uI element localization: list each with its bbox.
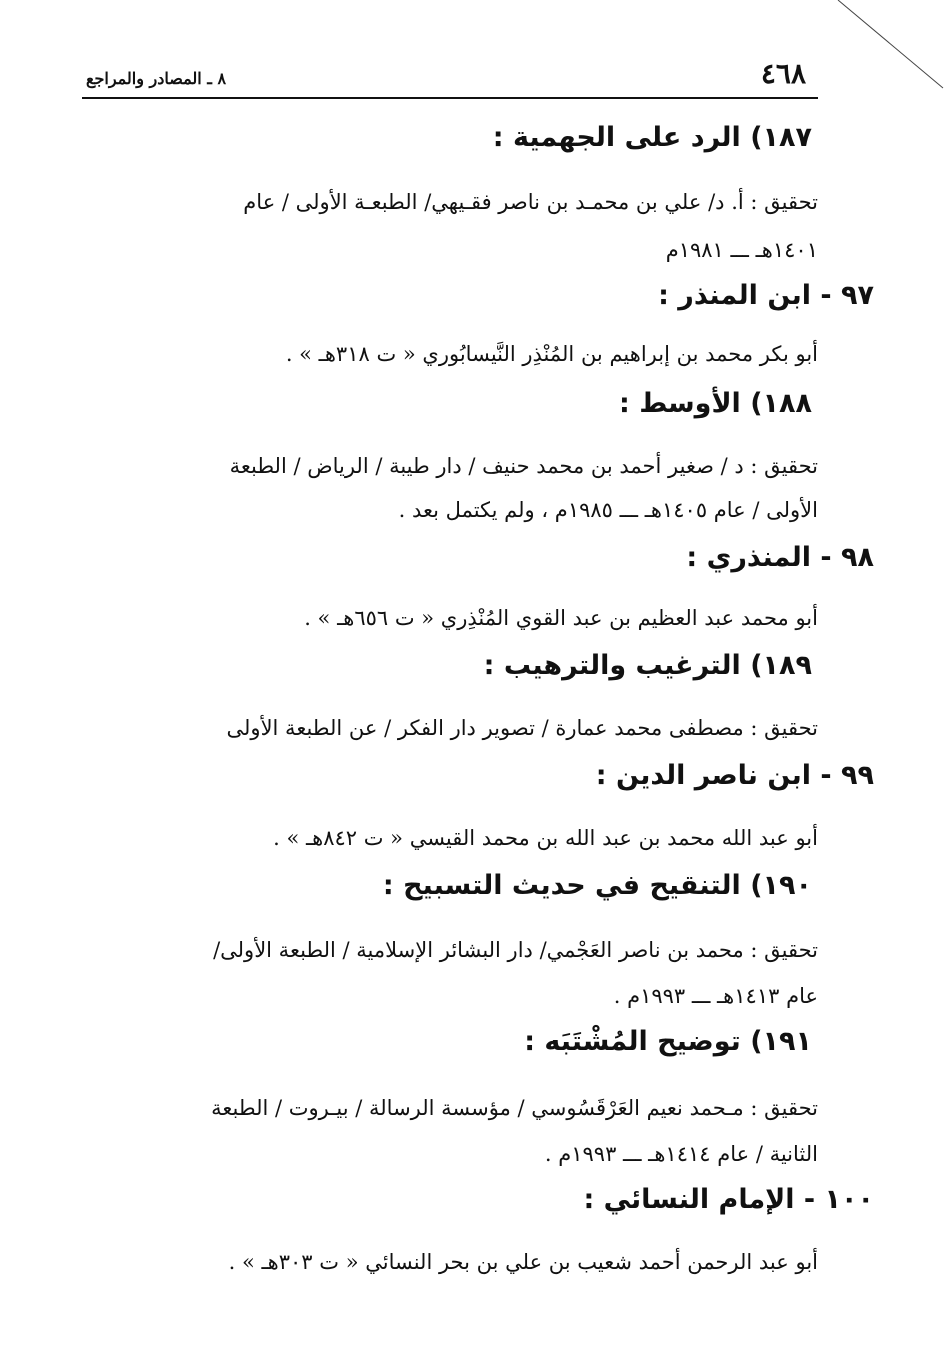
page-number: ٤٦٨: [760, 57, 806, 90]
author-heading-97: ٩٧ - ابن المنذر :: [658, 280, 874, 311]
entry-line: أبو محمد عبد العظيم بن عبد القوي المُنْذِري « ت ٦٥٦هـ » .: [304, 606, 818, 630]
entry-line: تحقيق : د / صغير أحمد بن محمد حنيف / دار طيبة / الرياض / الطبعة: [229, 454, 818, 478]
scan-corner-line: [828, 0, 948, 90]
entry-line: عام ١٤١٣هـ ـــ ١٩٩٣م .: [613, 984, 818, 1008]
entry-line: تحقيق : مـحمد نعيم العَرْقَسُوسي / مؤسسة الرسالة / بيـروت / الطبعة: [211, 1096, 818, 1120]
author-heading-99: ٩٩ - ابن ناصر الدين :: [595, 760, 874, 791]
book-heading-189: ١٨٩) الترغيب والترهيب :: [483, 650, 812, 681]
entry-line: أبو عبد الله محمد بن عبد الله بن محمد القيسي « ت ٨٤٢هـ » .: [273, 826, 818, 850]
page-header: [82, 55, 818, 99]
book-heading-191: ١٩١) توضيح المُشْتَبَه :: [524, 1026, 812, 1057]
author-heading-100: ١٠٠ - الإمام النسائي :: [583, 1184, 874, 1215]
entry-line: تحقيق : مصطفى محمد عمارة / تصوير دار الفكر / عن الطبعة الأولى: [226, 716, 818, 740]
book-heading-190: ١٩٠) التنقيح في حديث التسبيح :: [382, 870, 812, 901]
entry-line: أبو عبد الرحمن أحمد شعيب بن علي بن بحر النسائي « ت ٣٠٣هـ » .: [228, 1250, 818, 1274]
entry-line: تحقيق : أ. د/ علي بن محمـد بن ناصر فقـيهي/ الطبعـة الأولى / عام: [243, 190, 818, 214]
entry-line: الثانية / عام ١٤١٤هـ ـــ ١٩٩٣م .: [544, 1142, 818, 1166]
author-heading-98: ٩٨ - المنذري :: [686, 542, 874, 573]
entry-line: أبو بكر محمد بن إبراهيم بن المُنْذِر النَّيسابُوري « ت ٣١٨هـ » .: [285, 342, 818, 366]
entry-line: تحقيق : محمد بن ناصر العَجْمي/ دار البشائر الإسلامية / الطبعة الأولى/: [213, 938, 818, 962]
entry-line: الأولى / عام ١٤٠٥هـ ـــ ١٩٨٥م ، ولم يكتمل بعد .: [398, 498, 818, 522]
book-heading-187: ١٨٧) الرد على الجهمية :: [492, 122, 812, 153]
entry-line: ١٤٠١هـ ـــ ١٩٨١م: [665, 238, 818, 262]
book-heading-188: ١٨٨) الأوسط :: [619, 388, 812, 419]
running-title: ٨ ـ المصادر والمراجع: [86, 69, 227, 88]
